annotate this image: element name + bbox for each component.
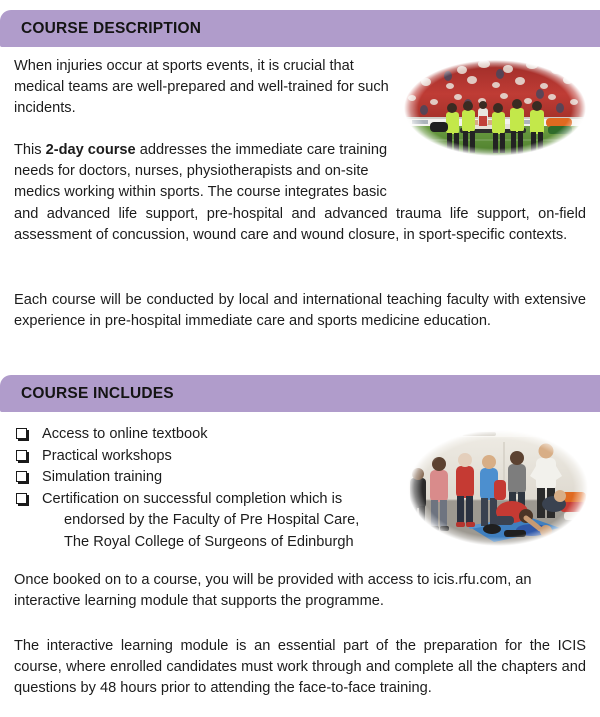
checkbox-icon — [16, 450, 27, 461]
section-header-course-includes — [0, 375, 600, 412]
list-item-label: Practical workshops — [42, 447, 172, 464]
list-item-label: Certification on successful completion which is — [42, 490, 343, 507]
paragraph-booked-text: Once booked on to a course, you will be provided with access to icis.rfu.com, an interactive learning module that supports the programme. — [14, 572, 532, 610]
paragraph-course-lower: and advanced life support, pre-hospital and advanced trauma life support, on-field assessment of concussion, wound care and wound closure, in sport-specific contexts. — [14, 205, 586, 243]
list-item-continuation-line: The Royal College of Surgeons of Edinburgh — [64, 533, 354, 550]
paragraph-course — [14, 140, 586, 246]
list-item — [16, 489, 396, 554]
paragraph-intro-text: When injuries occur at sports events, it is crucial that medical teams are well-prepared and well-trained for such incidents. — [14, 58, 389, 117]
list-item-continuation-line: endorsed by the Faculty of Pre Hospital Care, — [64, 512, 360, 529]
section-header-course-description — [0, 10, 600, 47]
checkbox-icon — [16, 471, 27, 482]
section-title-text: COURSE DESCRIPTION — [21, 19, 202, 37]
paragraph-course-upper — [14, 140, 396, 204]
paragraph-module-text: The interactive learning module is an essential part of the preparation for the ICIS course, where enrolled candidates must work through and complete all the chapters and questions by 48 hours prior to attending the face-to-face training. — [14, 638, 586, 697]
paragraph-course-short: addresses the immediate care training needs for doctors, nurses, physiotherapists and on-site medics working within sports. The course integrates basic — [14, 142, 388, 201]
paragraph-course-emphasis: 2-day course — [45, 142, 136, 158]
list-item — [16, 424, 396, 446]
list-item — [16, 467, 396, 489]
paragraph-intro — [14, 56, 396, 120]
paragraph-booked — [14, 570, 586, 612]
paragraph-faculty — [14, 290, 586, 332]
list-item — [16, 446, 396, 468]
paragraph-faculty-text: Each course will be conducted by local and international teaching faculty with extensive experience in pre-hospital immediate care and sports medicine education. — [14, 292, 586, 330]
list-item-label: Access to online textbook — [42, 426, 208, 442]
photo-simulation-training — [408, 430, 588, 546]
paragraph-module — [14, 636, 586, 700]
paragraph-course-lead: This — [14, 142, 46, 158]
checkbox-icon — [16, 428, 27, 439]
section-title-text: COURSE INCLUDES — [21, 384, 174, 402]
list-item-label: Simulation training — [42, 469, 163, 486]
course-includes-list — [16, 424, 396, 554]
checkbox-icon — [16, 493, 27, 504]
